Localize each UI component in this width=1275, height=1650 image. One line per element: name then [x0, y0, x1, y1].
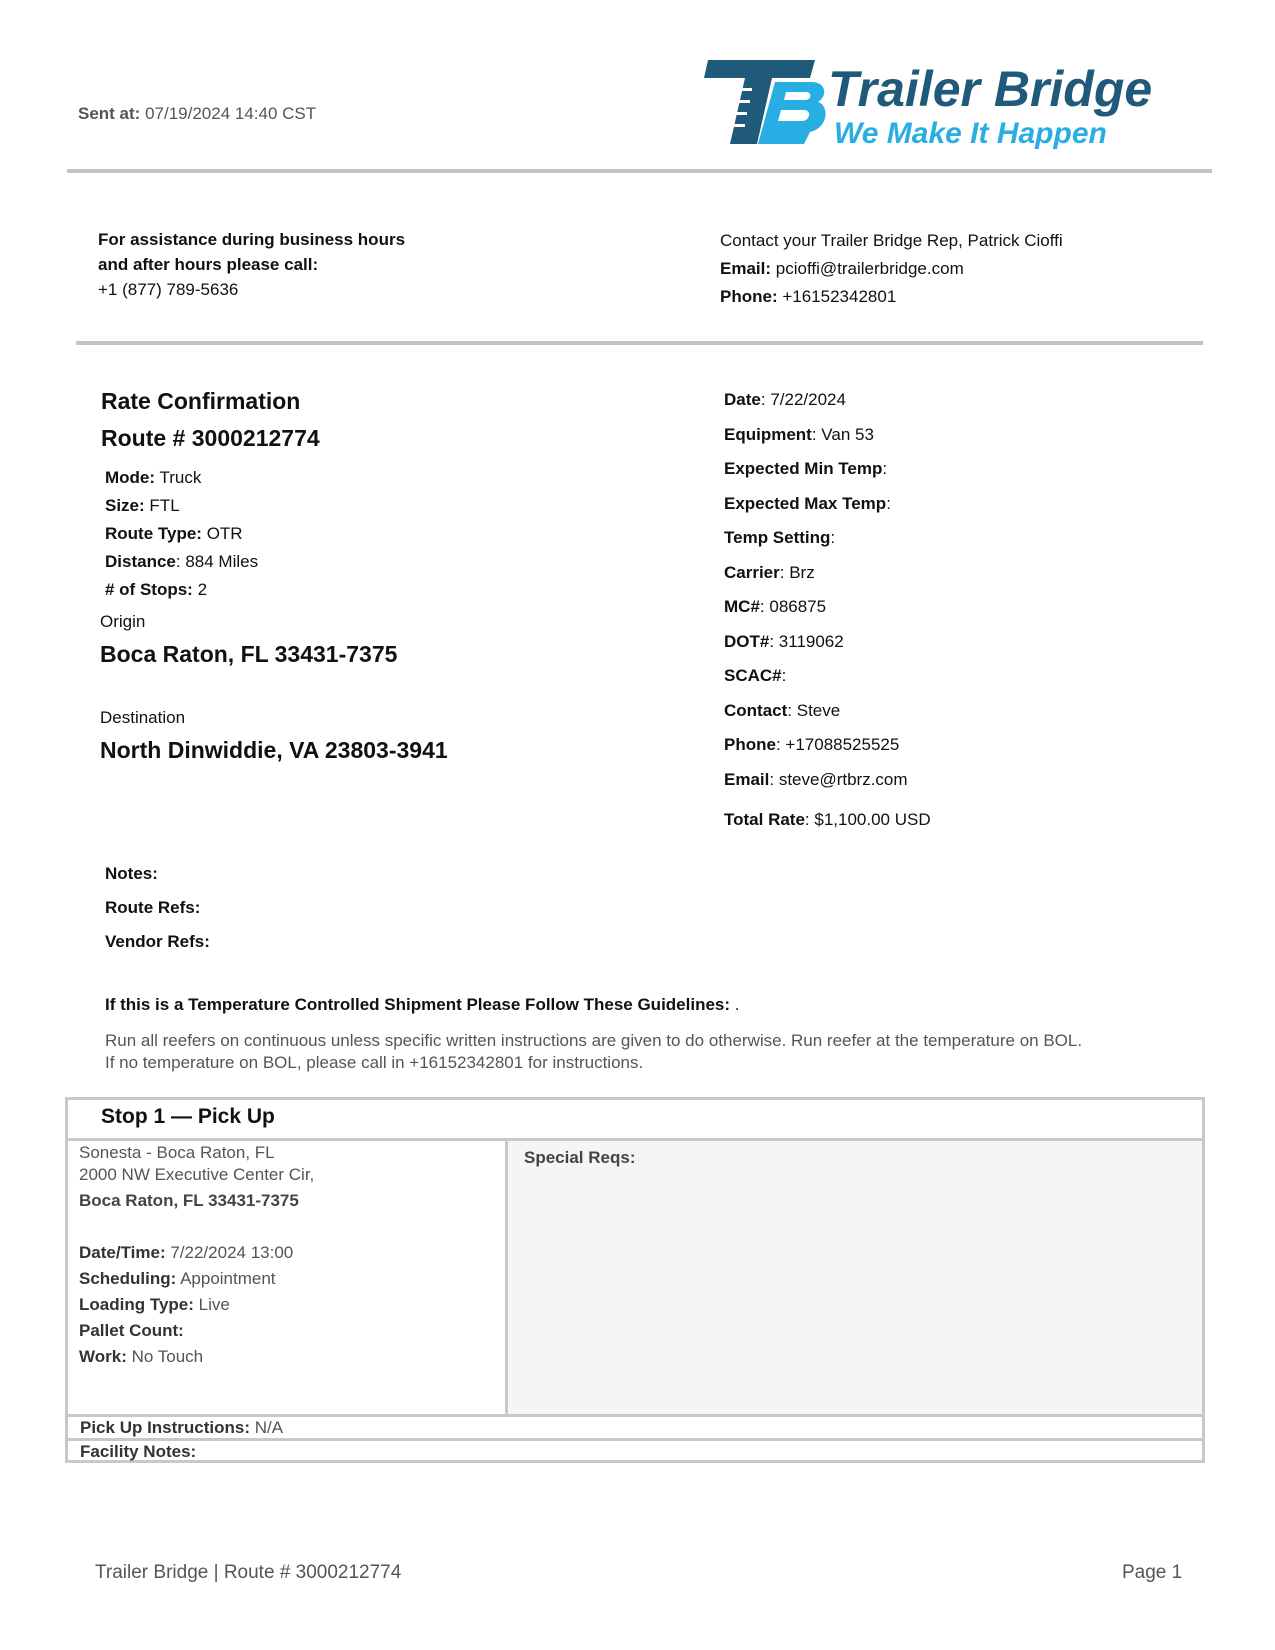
max-temp-row: Expected Max Temp:: [724, 493, 891, 513]
distance-label: Distance: [105, 552, 176, 571]
temperature-line-2: If no temperature on BOL, please call in +16152342801 for instructions.: [105, 1053, 644, 1072]
logo-name: Trailer Bridge: [828, 61, 1153, 117]
sent-at: [78, 104, 316, 124]
rep-email-row: [720, 255, 1063, 283]
stop-1-scheduling-row: [79, 1266, 293, 1292]
scac-row: SCAC#:: [724, 666, 787, 685]
rep-contact-block: [720, 227, 1063, 311]
stop-1-datetime: 7/22/2024 13:00: [170, 1243, 294, 1262]
pickup-instructions-label: Pick Up Instructions:: [80, 1418, 251, 1437]
stop-1-divider-2: [68, 1438, 1202, 1441]
min-temp-row: Expected Min Temp:: [724, 459, 888, 478]
document-title: Rate Confirmation: [101, 388, 301, 414]
document-title-block: [101, 383, 320, 457]
rep-email[interactable]: pcioffi@trailerbridge.com: [775, 259, 964, 278]
carrier-email-label: Email: [724, 769, 770, 789]
mc-value: 086875: [769, 597, 827, 616]
assistance-phone: +1 (877) 789-5636: [98, 280, 239, 299]
stop-1-pallet-row: [79, 1318, 293, 1344]
destination-label: Destination: [100, 708, 186, 727]
footer-page-number: Page 1: [1122, 1562, 1183, 1583]
stop-1-address: [79, 1142, 314, 1212]
section-divider: [76, 341, 1203, 345]
rep-phone: +16152342801: [782, 287, 897, 306]
date-label: Date: [724, 390, 761, 409]
distance-value: 884 Miles: [185, 552, 259, 571]
mode-value: Truck: [159, 468, 202, 487]
contact-row: Contact: Steve: [724, 700, 841, 720]
origin-label: Origin: [100, 612, 146, 631]
carrier-row: Carrier: Brz: [724, 562, 815, 582]
stop-1-scheduling-label: Scheduling:: [79, 1269, 177, 1288]
tb-monogram: [704, 60, 826, 144]
min-temp-label: Expected Min Temp: [724, 459, 883, 478]
scac-label: SCAC#: [724, 666, 782, 685]
assistance-block: [98, 227, 405, 302]
temp-setting-label: Temp Setting: [724, 528, 831, 547]
dot-label: DOT#: [724, 631, 770, 651]
max-temp-label: Expected Max Temp: [724, 493, 887, 513]
total-rate-value: $1,100.00 USD: [814, 810, 931, 829]
distance-row: Distance: 884 Miles: [105, 552, 259, 571]
stops-label: # of Stops:: [105, 580, 193, 599]
stop-1-work-label: Work:: [79, 1347, 127, 1366]
carrier-email-row: Email: steve@rtbrz.com: [724, 769, 908, 789]
equipment-label: Equipment: [724, 424, 812, 444]
rep-email-label: Email:: [720, 259, 772, 278]
pickup-instructions-row: [80, 1418, 283, 1438]
equipment-value: Van 53: [821, 424, 874, 444]
temperature-heading: If this is a Temperature Controlled Shipment Please Follow These Guidelines:: [105, 995, 731, 1014]
destination-value: North Dinwiddie, VA 23803-3941: [100, 737, 448, 763]
contact-label: Contact: [724, 700, 788, 720]
stop-1-schedule: [79, 1240, 293, 1370]
dot-value: 3119062: [778, 631, 844, 651]
facility-notes-label: Facility Notes:: [80, 1442, 197, 1461]
size-row: [105, 492, 258, 520]
route-type-value: OTR: [206, 524, 243, 543]
stops-value: 2: [197, 580, 208, 599]
carrier-details: [724, 383, 908, 797]
temp-setting-row: Temp Setting:: [724, 528, 836, 547]
stop-1-datetime-row: [79, 1240, 293, 1266]
carrier-phone-label: Phone: [724, 735, 776, 754]
notes-block: [105, 857, 210, 959]
carrier-phone-value: +17088525525: [785, 735, 900, 754]
sent-at-value: 07/19/2024 14:40 CST: [145, 104, 317, 123]
rep-phone-row: [720, 283, 1063, 311]
origin-value: Boca Raton, FL 33431-7375: [100, 641, 398, 667]
route-number: Route # 3000212774: [101, 425, 320, 451]
carrier-value: Brz: [789, 562, 815, 582]
header-divider: [67, 169, 1212, 173]
temperature-guidelines: [105, 1030, 1185, 1074]
stop-1-title: Stop 1 — Pick Up: [101, 1105, 275, 1128]
stop-1-loading: Live: [198, 1295, 230, 1314]
stop-1-facility: Sonesta - Boca Raton, FL: [79, 1143, 275, 1162]
stop-1-street: 2000 NW Executive Center Cir,: [79, 1165, 315, 1184]
notes-label: Notes:: [105, 864, 158, 883]
temperature-heading-suffix: .: [734, 995, 740, 1014]
stop-1-scheduling: Appointment: [180, 1269, 276, 1288]
sent-at-label: Sent at:: [78, 104, 141, 123]
mode-row: [105, 464, 258, 492]
special-reqs-label: Special Reqs:: [524, 1148, 636, 1167]
mc-row: MC#: 086875: [724, 597, 827, 616]
stop-1-divider-1: [68, 1414, 1202, 1417]
stop-1-loading-row: [79, 1292, 293, 1318]
vendor-refs-label: Vendor Refs:: [105, 932, 210, 951]
date-row: Date: 7/22/2024: [724, 390, 846, 409]
rep-intro: Contact your Trailer Bridge Rep, Patrick Cioffi: [720, 231, 1063, 250]
equipment-row: Equipment: Van 53: [724, 424, 874, 444]
facility-notes-row: [80, 1442, 196, 1462]
assistance-line-1: For assistance during business hours: [98, 230, 406, 249]
route-refs-label: Route Refs:: [105, 898, 201, 917]
date-value: 7/22/2024: [770, 390, 846, 409]
footer-route: Trailer Bridge | Route # 3000212774: [95, 1562, 402, 1583]
logo-tagline: We Make It Happen: [834, 117, 1107, 150]
stop-1-special-reqs-cell: [508, 1141, 1202, 1414]
temperature-line-1: Run all reefers on continuous unless specific written instructions are given to do otherwise. Run reefer at the temperature on BOL.: [105, 1031, 1083, 1050]
carrier-phone-row: Phone: +17088525525: [724, 735, 900, 754]
assistance-line-2: and after hours please call:: [98, 255, 319, 274]
rep-phone-label: Phone:: [720, 287, 778, 306]
total-rate-row: Total Rate: $1,100.00 USD: [724, 810, 931, 829]
carrier-email-value[interactable]: steve@rtbrz.com: [778, 769, 908, 789]
stop-1-loading-label: Loading Type:: [79, 1295, 194, 1314]
pickup-instructions-value: N/A: [254, 1418, 284, 1437]
temperature-heading-row: [105, 995, 740, 1015]
trailer-bridge-logo: [700, 58, 1200, 158]
stop-1-work-row: [79, 1344, 293, 1370]
stop-1-datetime-label: Date/Time:: [79, 1243, 166, 1262]
size-label: Size:: [105, 496, 145, 515]
carrier-label: Carrier: [724, 562, 780, 582]
size-value: FTL: [149, 496, 180, 515]
mode-label: Mode:: [105, 468, 156, 487]
stop-1-city: Boca Raton, FL 33431-7375: [79, 1191, 299, 1210]
contact-value: Steve: [796, 700, 841, 720]
dot-row: DOT#: 3119062: [724, 631, 844, 651]
mc-label: MC#: [724, 597, 760, 616]
stop-1-work: No Touch: [131, 1347, 204, 1366]
route-type-row: [105, 520, 258, 548]
stops-row: [105, 576, 258, 604]
shipment-specs: [105, 464, 258, 604]
stop-1-pallet-label: Pallet Count:: [79, 1321, 184, 1340]
route-type-label: Route Type:: [105, 524, 202, 543]
total-rate-label: Total Rate: [724, 810, 805, 829]
